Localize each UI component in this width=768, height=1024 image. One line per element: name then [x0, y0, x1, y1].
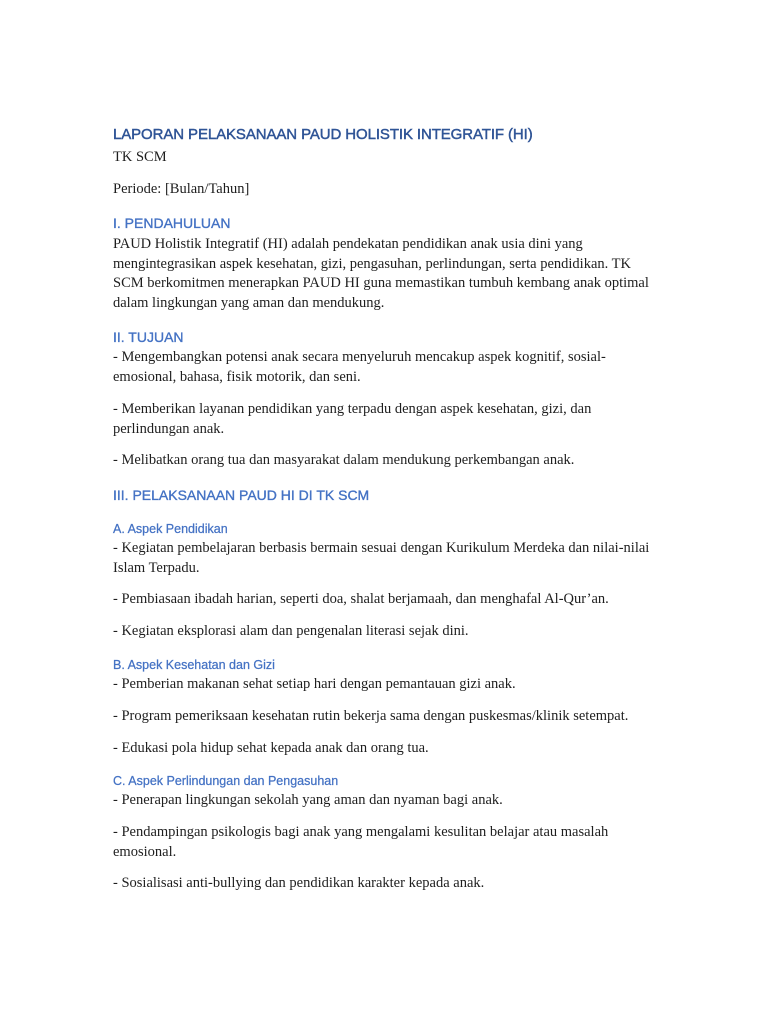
- bullet-item: [113, 823, 608, 862]
- bullet-line: - Kegiatan pembelajaran berbasis bermain sesuai dengan Kurikulum Merdeka dan nilai-nilai: [113, 540, 650, 556]
- bullet-item: [113, 400, 591, 439]
- bullet-item: [113, 348, 606, 387]
- bullet-item: [113, 739, 429, 759]
- bullet-item: [113, 707, 628, 727]
- section-heading-pelaksanaan: III. PELAKSANAAN PAUD HI DI TK SCM: [113, 487, 370, 503]
- period-line: Periode: [Bulan/Tahun]: [113, 181, 250, 197]
- bullet-item: [113, 675, 516, 695]
- school-name: TK SCM: [113, 149, 167, 165]
- bullet-line: - Pemberian makanan sehat setiap hari dengan pemantauan gizi anak.: [113, 676, 516, 692]
- bullet-line: - Program pemeriksaan kesehatan rutin bekerja sama dengan puskesmas/klinik setempat.: [113, 708, 629, 724]
- bullet-line: - Pembiasaan ibadah harian, seperti doa, shalat berjamaah, dan menghafal Al-Qur’an.: [113, 591, 609, 607]
- subsection-heading-perlindungan-pengasuhan: C. Aspek Perlindungan dan Pengasuhan: [113, 774, 339, 788]
- bullet-line: - Memberikan layanan pendidikan yang terpadu dengan aspek kesehatan, gizi, dan: [113, 401, 592, 417]
- bullet-line: - Pendampingan psikologis bagi anak yang mengalami kesulitan belajar atau masalah: [113, 824, 609, 840]
- paragraph-line: dalam lingkungan yang aman dan mendukung.: [113, 294, 385, 311]
- bullet-line: - Sosialisasi anti-bullying dan pendidikan karakter kepada anak.: [113, 875, 485, 891]
- bullet-item: [113, 791, 503, 811]
- subsection-heading-pendidikan: A. Aspek Pendidikan: [113, 522, 228, 536]
- bullet-line: - Penerapan lingkungan sekolah yang aman dan nyaman bagi anak.: [113, 792, 503, 808]
- bullet-item: [113, 539, 649, 578]
- bullet-line: Islam Terpadu.: [113, 559, 200, 576]
- bullet-item: [113, 622, 469, 642]
- bullet-line: emosional.: [113, 843, 177, 860]
- paragraph-line: SCM berkomitmen menerapkan PAUD HI guna memastikan tumbuh kembang anak optimal: [113, 275, 649, 291]
- bullet-line: - Mengembangkan potensi anak secara menyeluruh mencakup aspek kognitif, sosial-: [113, 349, 606, 365]
- section-heading-tujuan: II. TUJUAN: [113, 329, 184, 345]
- bullet-line: - Edukasi pola hidup sehat kepada anak dan orang tua.: [113, 740, 429, 756]
- bullet-item: [113, 451, 574, 471]
- bullet-line: - Melibatkan orang tua dan masyarakat dalam mendukung perkembangan anak.: [113, 452, 575, 468]
- paragraph-line: mengintegrasikan aspek kesehatan, gizi, pengasuhan, perlindungan, serta pendidikan. TK: [113, 255, 631, 272]
- document-title: LAPORAN PELAKSANAAN PAUD HOLISTIK INTEGRATIF (HI): [113, 126, 533, 143]
- paragraph-line: PAUD Holistik Integratif (HI) adalah pendekatan pendidikan anak usia dini yang: [113, 236, 583, 252]
- pendahuluan-paragraph: [113, 235, 649, 313]
- bullet-line: emosional, bahasa, fisik motorik, dan seni.: [113, 368, 361, 385]
- bullet-item: [113, 590, 609, 610]
- section-heading-pendahuluan: I. PENDAHULUAN: [113, 215, 231, 231]
- bullet-line: perlindungan anak.: [113, 420, 225, 437]
- bullet-line: - Kegiatan eksplorasi alam dan pengenalan literasi sejak dini.: [113, 623, 469, 639]
- subsection-heading-kesehatan-gizi: B. Aspek Kesehatan dan Gizi: [113, 658, 275, 672]
- bullet-item: [113, 874, 484, 894]
